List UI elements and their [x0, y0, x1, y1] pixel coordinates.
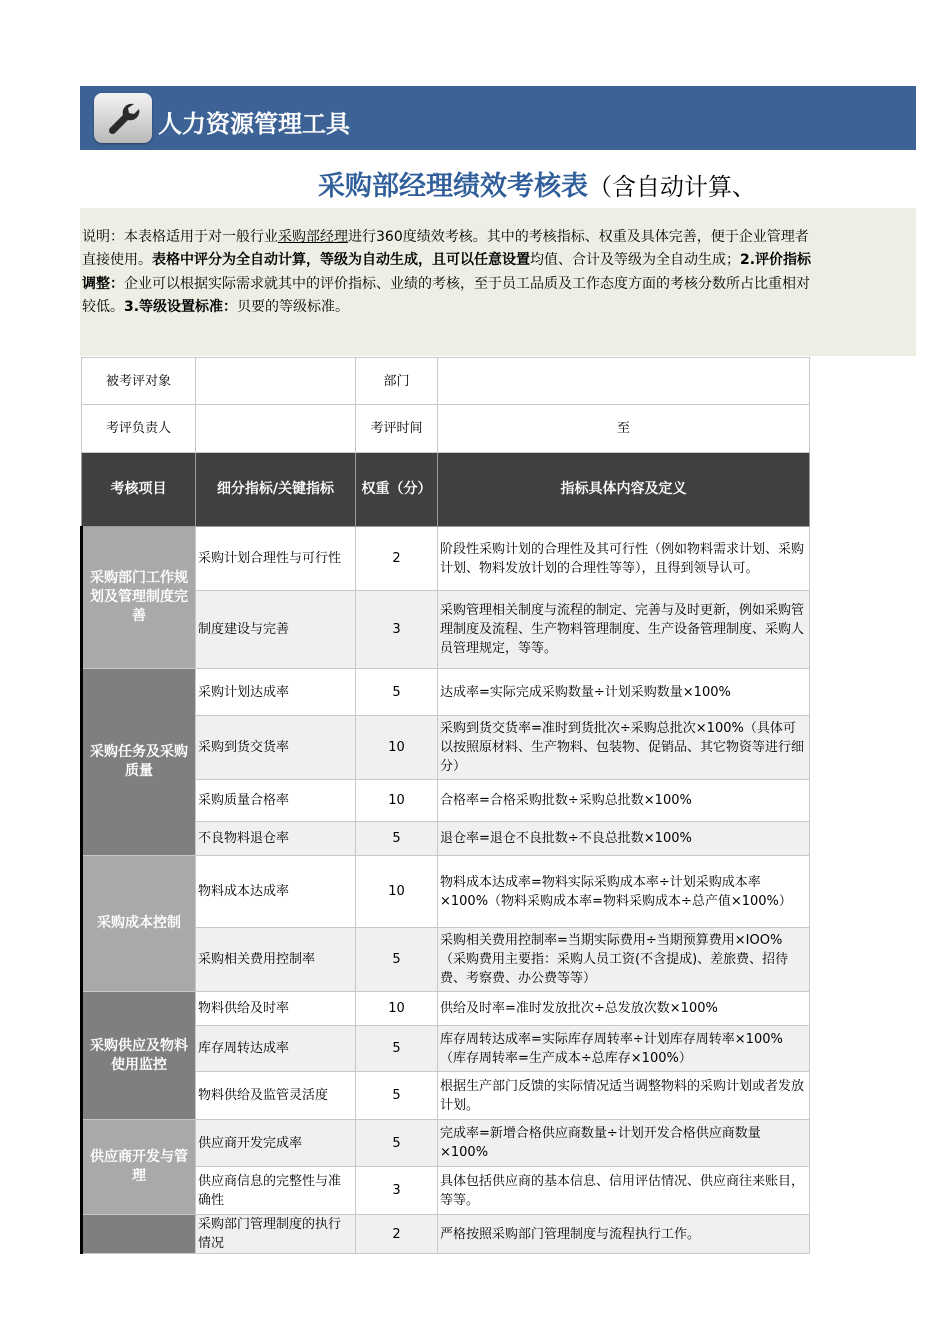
- header-banner: [80, 86, 916, 150]
- table-header: [82, 453, 810, 527]
- weight-cell: 10: [356, 716, 438, 780]
- weight-cell: 2: [356, 1215, 438, 1254]
- indicator-cell: 制度建设与完善: [196, 591, 356, 669]
- indicator-cell: 供应商信息的完整性与准确性: [196, 1167, 356, 1215]
- definition-cell: 根据生产部门反馈的实际情况适当调整物料的采购计划或者发放计划。: [438, 1072, 810, 1120]
- definition-cell: 采购管理相关制度与流程的制定、完善与及时更新，例如采购管理制度及流程、生产物料管理制度、生产设备管理制度、采购人员管理规定，等等。: [438, 591, 810, 669]
- time-label: 考评时间: [356, 405, 438, 453]
- weight-cell: 5: [356, 1120, 438, 1167]
- indicator-cell: 采购相关费用控制率: [196, 928, 356, 992]
- header-indicator: 细分指标/关键指标: [196, 453, 356, 527]
- info-row: [82, 358, 810, 405]
- owner-label: 考评负责人: [82, 405, 196, 453]
- info-row: [82, 405, 810, 453]
- definition-cell: 阶段性采购计划的合理性及其可行性（例如物料需求计划、采购计划、物料发放计划的合理性等等），且得到领导认可。: [438, 527, 810, 591]
- weight-cell: 5: [356, 669, 438, 716]
- banner-title: 人力资源管理工具: [158, 110, 350, 138]
- indicator-cell: 采购计划合理性与可行性: [196, 527, 356, 591]
- dept-label: 部门: [356, 358, 438, 405]
- wrench-icon: [94, 93, 152, 143]
- description-box: [80, 208, 916, 356]
- dept-field[interactable]: [438, 358, 810, 405]
- definition-cell: 具体包括供应商的基本信息、信用评估情况、供应商往来账目，等等。: [438, 1167, 810, 1215]
- table-row: [82, 1120, 810, 1167]
- category-cell: 采购任务及采购质量: [82, 669, 196, 856]
- target-label: 被考评对象: [82, 358, 196, 405]
- category-cell: [82, 1215, 196, 1254]
- definition-cell: 达成率=实际完成采购数量÷计划采购数量×100%: [438, 669, 810, 716]
- indicator-cell: 物料成本达成率: [196, 856, 356, 928]
- header-category: 考核项目: [82, 453, 196, 527]
- weight-cell: 5: [356, 1072, 438, 1120]
- header-weight: 权重（分）: [356, 453, 438, 527]
- definition-cell: 物料成本达成率=物料实际采购成本率÷计划采购成本率×100%（物料采购成本率=物料采购成本÷总产值×100%）: [438, 856, 810, 928]
- weight-cell: 5: [356, 822, 438, 856]
- indicator-cell: 物料供给及监管灵活度: [196, 1072, 356, 1120]
- weight-cell: 5: [356, 928, 438, 992]
- weight-cell: 3: [356, 1167, 438, 1215]
- table-row: [82, 527, 810, 591]
- category-cell: 采购成本控制: [82, 856, 196, 992]
- indicator-cell: 采购部门管理制度的执行情况: [196, 1215, 356, 1254]
- weight-cell: 10: [356, 992, 438, 1026]
- weight-cell: 10: [356, 780, 438, 822]
- indicator-cell: 采购到货交货率: [196, 716, 356, 780]
- table-row: [82, 992, 810, 1026]
- indicator-cell: 采购质量合格率: [196, 780, 356, 822]
- category-cell: 采购供应及物料使用监控: [82, 992, 196, 1120]
- description-text: 说明：本表格适用于对一般行业采购部经理进行360度绩效考核。其中的考核指标、权重及具体完善，便于企业管理者直接使用。表格中评分为全自动计算，等级为自动生成，且可以任意设置均值、合计及等级为全自动生成；2.评价指标调整：企业可以根据实际需求就其中的评价指标、业绩的考核，至于员工品质及工作态度方面的考核分数所占比重相对较低。3.等级设置标准：贝要的等级标准。: [82, 229, 812, 316]
- definition-cell: 库存周转达成率=实际库存周转率÷计划库存周转率×100%（库存周转率=生产成本÷总库存×100%）: [438, 1026, 810, 1072]
- title-main: 采购部经理绩效考核表: [318, 171, 588, 202]
- definition-cell: 完成率=新增合格供应商数量÷计划开发合格供应商数量×100%: [438, 1120, 810, 1167]
- indicator-cell: 库存周转达成率: [196, 1026, 356, 1072]
- header-definition: 指标具体内容及定义: [438, 453, 810, 527]
- indicator-cell: 不良物料退仓率: [196, 822, 356, 856]
- indicator-cell: 供应商开发完成率: [196, 1120, 356, 1167]
- weight-cell: 5: [356, 1026, 438, 1072]
- definition-cell: 供给及时率=准时发放批次÷总发放次数×100%: [438, 992, 810, 1026]
- page-title: [318, 164, 756, 203]
- definition-cell: 采购相关费用控制率=当期实际费用÷当期预算费用×IOO%（采购费用主要指：采购人员工资(不含提成)、差旅费、招待费、考察费、办公费等等）: [438, 928, 810, 992]
- category-cell: 供应商开发与管理: [82, 1120, 196, 1215]
- table-row: [82, 1215, 810, 1254]
- definition-cell: 严格按照采购部门管理制度与流程执行工作。: [438, 1215, 810, 1254]
- definition-cell: 合格率=合格采购批数÷采购总批数×100%: [438, 780, 810, 822]
- owner-field[interactable]: [196, 405, 356, 453]
- performance-table: [80, 357, 810, 1254]
- indicator-cell: 物料供给及时率: [196, 992, 356, 1026]
- target-field[interactable]: [196, 358, 356, 405]
- time-field[interactable]: 至: [438, 405, 810, 453]
- weight-cell: 2: [356, 527, 438, 591]
- weight-cell: 10: [356, 856, 438, 928]
- weight-cell: 3: [356, 591, 438, 669]
- title-sub: （含自动计算、: [588, 173, 756, 201]
- category-cell: 采购部门工作规划及管理制度完善: [82, 527, 196, 669]
- table-row: [82, 856, 810, 928]
- definition-cell: 采购到货交货率=准时到货批次÷采购总批次×100%（具体可以按照原材料、生产物料、包装物、促销品、其它物资等进行细分）: [438, 716, 810, 780]
- table-row: [82, 669, 810, 716]
- indicator-cell: 采购计划达成率: [196, 669, 356, 716]
- definition-cell: 退仓率=退仓不良批数÷不良总批数×100%: [438, 822, 810, 856]
